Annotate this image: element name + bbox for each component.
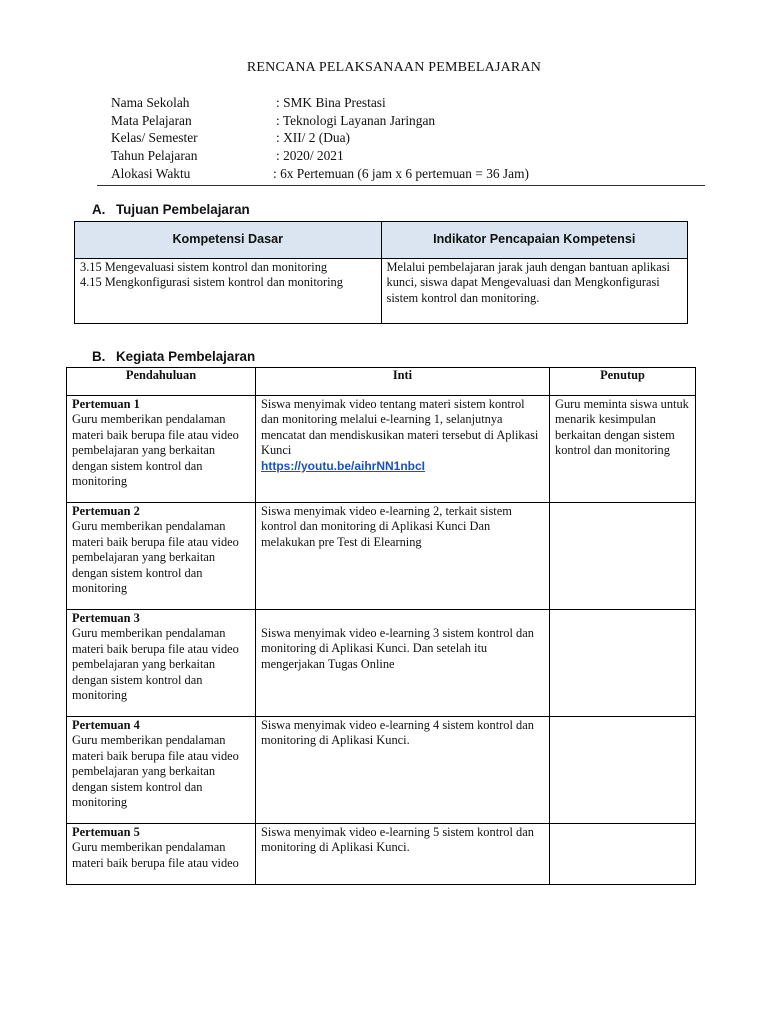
table-header-row — [67, 368, 696, 396]
info-row-class — [111, 129, 529, 147]
core-cell: Siswa menyimak video e-learning 2, terkait sistem kontrol dan monitoring di Aplikasi Kunci Dan melakukan pre Test di Elearning — [256, 503, 550, 610]
table-row — [67, 503, 696, 610]
info-label: Nama Sekolah — [111, 95, 190, 110]
indikator-cell: Melalui pembelajaran jarak jauh dengan bantuan aplikasi kunci, siswa dapat Mengevaluasi dan Mengkonfigurasi sistem kontrol dan monitoring. — [381, 259, 688, 324]
info-value: : SMK Bina Prestasi — [276, 95, 386, 110]
intro-cell — [67, 396, 256, 503]
info-label: Kelas/ Semester — [111, 130, 198, 146]
table-row — [67, 824, 696, 885]
closing-cell — [550, 824, 696, 885]
intro-text: Guru memberikan pendalaman materi baik berupa file atau video pembelajaran yang berkaitan dengan sistem kontrol dan monitoring — [72, 626, 239, 703]
info-value: : XII/ 2 (Dua) — [276, 130, 350, 146]
meeting-label: Pertemuan 1 — [72, 397, 140, 411]
table-header-row — [75, 222, 688, 259]
divider — [97, 185, 705, 186]
meeting-label: Pertemuan 5 — [72, 825, 140, 839]
header-inti: Inti — [256, 368, 550, 396]
intro-cell — [67, 824, 256, 885]
intro-text: Guru memberikan pendalaman materi baik berupa file atau video — [72, 840, 239, 870]
spacer — [261, 611, 544, 626]
meeting-label: Pertemuan 3 — [72, 611, 140, 625]
section-number: A. — [92, 202, 106, 217]
info-row-year — [111, 147, 529, 165]
section-a-heading — [92, 202, 250, 217]
core-text: Siswa menyimak video e-learning 3 sistem kontrol dan monitoring di Aplikasi Kunci. Dan setelah itu mengerjakan Tugas Online — [261, 626, 534, 671]
intro-cell — [67, 717, 256, 824]
core-cell — [256, 610, 550, 717]
kd-cell — [75, 259, 382, 324]
info-row-subject — [111, 112, 529, 130]
info-row-time — [111, 165, 529, 183]
core-text: Siswa menyimak video tentang materi sistem kontrol dan monitoring melalui e-learning 1, selanjutnya mencatat dan mendiskusikan materi tersebut di Aplikasi Kunci — [261, 397, 539, 458]
header-penutup: Penutup — [550, 368, 696, 396]
section-number: B. — [92, 349, 106, 364]
section-title: Tujuan Pembelajaran — [116, 202, 250, 217]
objectives-table — [74, 221, 688, 324]
info-row-school — [111, 94, 529, 112]
meeting-label: Pertemuan 4 — [72, 718, 140, 732]
intro-cell — [67, 610, 256, 717]
section-title: Kegiata Pembelajaran — [116, 349, 256, 364]
info-value: : 6x Pertemuan (6 jam x 6 pertemuan = 36 Jam) — [273, 165, 529, 181]
table-row — [75, 259, 688, 324]
intro-text: Guru memberikan pendalaman materi baik berupa file atau video pembelajaran yang berkaitan dengan sistem kontrol dan monitoring — [72, 412, 239, 489]
info-label: Alokasi Waktu — [111, 165, 191, 181]
info-value: : Teknologi Layanan Jaringan — [276, 112, 436, 128]
closing-cell — [550, 610, 696, 717]
intro-cell — [67, 503, 256, 610]
core-cell: Siswa menyimak video e-learning 5 sistem kontrol dan monitoring di Aplikasi Kunci. — [256, 824, 550, 885]
core-cell — [256, 396, 550, 503]
closing-cell: Guru meminta siswa untuk menarik kesimpulan berkaitan dengan sistem kontrol dan monitoring — [550, 396, 696, 503]
header-pendahuluan: Pendahuluan — [67, 368, 256, 396]
intro-text: Guru memberikan pendalaman materi baik berupa file atau video pembelajaran yang berkaitan dengan sistem kontrol dan monitoring — [72, 519, 239, 596]
table-row — [67, 717, 696, 824]
meeting-label: Pertemuan 2 — [72, 504, 140, 518]
info-label: Tahun Pelajaran — [111, 148, 198, 164]
closing-cell — [550, 717, 696, 824]
header-kompetensi: Kompetensi Dasar — [75, 222, 382, 259]
closing-cell — [550, 503, 696, 610]
header-indikator: Indikator Pencapaian Kompetensi — [381, 222, 688, 259]
info-value: : 2020/ 2021 — [276, 148, 344, 164]
core-cell: Siswa menyimak video e-learning 4 sistem kontrol dan monitoring di Aplikasi Kunci. — [256, 717, 550, 824]
video-link[interactable]: https://youtu.be/aihrNN1nbcI — [261, 458, 426, 473]
kd-item: 4.15 Mengkonfigurasi sistem kontrol dan monitoring — [80, 275, 343, 290]
activities-table — [66, 367, 696, 885]
section-b-heading — [92, 349, 255, 364]
table-row — [67, 610, 696, 717]
document-title: RENCANA PELAKSANAAN PEMBELAJARAN — [246, 60, 542, 75]
table-row — [67, 396, 696, 503]
kd-item: 3.15 Mengevaluasi sistem kontrol dan monitoring — [80, 260, 328, 274]
identity-block — [111, 94, 529, 183]
intro-text: Guru memberikan pendalaman materi baik berupa file atau video pembelajaran yang berkaitan dengan sistem kontrol dan monitoring — [72, 733, 239, 810]
info-label: Mata Pelajaran — [111, 112, 192, 128]
